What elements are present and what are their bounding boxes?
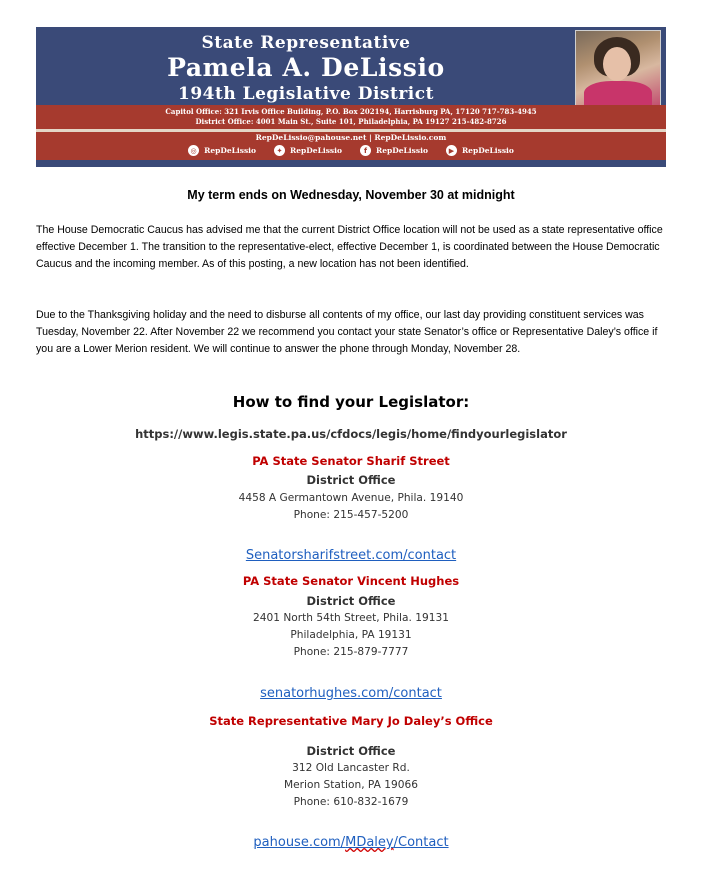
- social-handle: RepDeLissio: [376, 146, 428, 155]
- social-instagram[interactable]: [188, 145, 256, 156]
- social-handle: RepDeLissio: [204, 146, 257, 155]
- senator-street-link[interactable]: Senatorsharifstreet.com/contact: [245, 548, 457, 563]
- banner-name: Pamela A. DeLissio: [167, 53, 445, 82]
- notice-paragraph-2: Due to the Thanksgiving holiday and the need to disburse all contents of my office, our last day providing constituent services was Tuesday, November 22. After November 22 we recommend you contact your state Senator’s office or Representative Daley’s office if you are a Lower Merion resident. We will continue to answer the phone through Monday, November 28.: [36, 309, 658, 355]
- social-twitter[interactable]: [274, 145, 342, 156]
- contact-office-label: District Office: [306, 473, 396, 487]
- senator-hughes-link[interactable]: senatorhughes.com/contact: [260, 686, 442, 701]
- capitol-office-text: Capitol Office: 321 Irvis Office Building, P.O. Box 202194, Harrisburg PA, 17120 717-783-4945: [165, 107, 537, 116]
- contact-address-line2: Philadelphia, PA 19131: [290, 629, 412, 641]
- representative-photo: [575, 30, 661, 106]
- contact-link-row: [0, 831, 702, 850]
- district-office-text: District Office: 4001 Main St., Suite 101, Philadelphia, PA 19127 215-482-8726: [195, 117, 507, 126]
- contact-phone: Phone: 215-457-5200: [293, 509, 409, 521]
- office-addresses: [36, 105, 666, 129]
- header-banner: [36, 27, 666, 167]
- social-handle: RepDeLissio: [290, 146, 342, 155]
- contact-address: 2401 North 54th Street, Phila. 19131: [253, 612, 449, 624]
- contact-strip: [36, 132, 666, 160]
- contact-office-label: District Office: [306, 744, 396, 758]
- rep-daley-link[interactable]: pahouse.com/MDaley/Contact: [253, 835, 449, 850]
- notice-paragraph-1: The House Democratic Caucus has advised me that the current District Office location will not be used as a state representative office effective December 1. The transition to the representative-elect, effective December 1, is coordinated between the House Democratic Caucus and the incoming member. As of this posting, a new location has not been identified.: [36, 224, 663, 270]
- contact-link-row: [0, 682, 702, 701]
- email-website-text: RepDeLissio@pahouse.net | RepDeLissio.com: [255, 133, 447, 142]
- contact-phone: Phone: 610-832-1679: [293, 796, 409, 808]
- social-youtube[interactable]: [446, 145, 514, 156]
- contact-address: 4458 A Germantown Avenue, Phila. 19140: [238, 492, 464, 504]
- social-handle: RepDeLissio: [461, 146, 514, 155]
- contact-address: 312 Old Lancaster Rd.: [292, 762, 410, 774]
- contact-name-street: PA State Senator Sharif Street: [252, 454, 450, 468]
- contact-name-daley: State Representative Mary Jo Daley’s Office: [209, 714, 493, 728]
- banner-title-line1: State Representative: [201, 33, 411, 53]
- find-legislator-heading: How to find your Legislator:: [232, 393, 470, 411]
- facebook-icon: f: [360, 145, 371, 156]
- instagram-icon: ◎: [188, 145, 199, 156]
- term-heading: My term ends on Wednesday, November 30 at midnight: [187, 188, 515, 202]
- social-facebook[interactable]: [360, 145, 428, 156]
- twitter-icon: ✦: [274, 145, 285, 156]
- youtube-icon: ▶: [446, 145, 457, 156]
- find-legislator-url: https://www.legis.state.pa.us/cfdocs/legis/home/findyourlegislator: [135, 427, 567, 441]
- contact-phone: Phone: 215-879-7777: [293, 646, 409, 658]
- banner-district: 194th Legislative District: [178, 84, 434, 104]
- social-links: [36, 145, 666, 156]
- contact-name-hughes: PA State Senator Vincent Hughes: [242, 574, 460, 588]
- contact-link-row: [0, 544, 702, 563]
- contact-address-line2: Merion Station, PA 19066: [284, 779, 418, 791]
- contact-office-label: District Office: [306, 594, 396, 608]
